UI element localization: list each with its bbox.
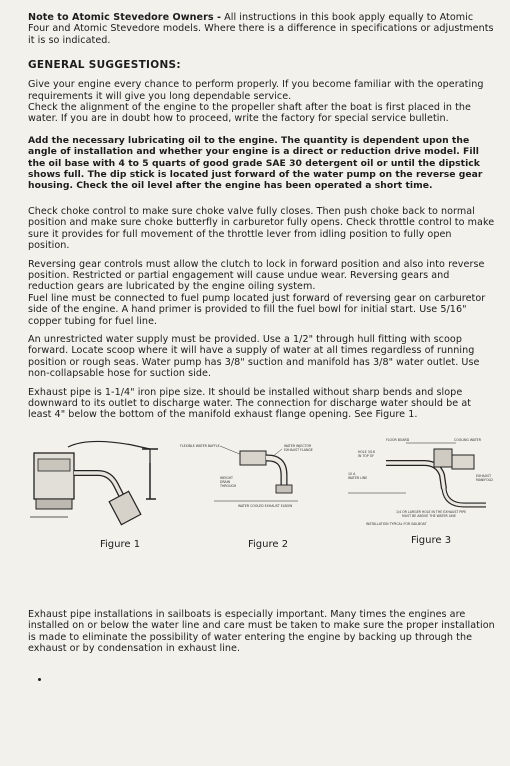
paragraph-lubrication: Add the necessary lubricating oil to the engine. The quantity is dependent upon the angle of installation and whether your engine is a direct or reduction drive model. Fill the oil base with 4 to 5 quarts of good grade SAE 30 detergent oil or until the dipstick shows full. The dip stick is located just forward of the water pump on the reverse gear housing. Check the oil level after the engine has been operated a short time. bbox=[28, 134, 483, 192]
svg-text:FLEXIBLE WATER BAFFLE: FLEXIBLE WATER BAFFLE bbox=[180, 443, 220, 448]
owners-note-lead: Note to Atomic Stevedore Owners - bbox=[28, 12, 222, 23]
svg-text:MUST BE ABOVE THE WATER LINE: MUST BE ABOVE THE WATER LINE bbox=[402, 513, 456, 518]
svg-text:FLOOR BOARD: FLOOR BOARD bbox=[386, 437, 410, 442]
owners-note bbox=[28, 12, 496, 46]
paragraph-alignment: Check the alignment of the engine to the propeller shaft after the boat is first placed in the water. If you are in doubt how to proceed, write the factory for special service bulletin. bbox=[28, 102, 471, 125]
figure-1-illustration bbox=[28, 439, 168, 527]
paragraph-sailboat-exhaust: Exhaust pipe installations in sailboats is especially important. Many times the engines are installed on or below the water line and care must be taken to make sure the proper installation is made to eliminate the possibility of water entering the engine by backing up through the exhaust or by condensation in exhaust line. bbox=[28, 608, 495, 654]
paragraph-fuel: Fuel line must be connected to fuel pump located just forward of reversing gear on carburetor side of the engine. A hand primer is provided to fill the fuel bowl for initial start. Use 5/16" copper tubing for fuel line. bbox=[28, 292, 486, 327]
section-heading: GENERAL SUGGESTIONS: bbox=[28, 59, 181, 72]
owners-note-text: All instructions in this book apply equally to Atomic Four and Atomic Stevedore models. Where there is a difference in specifications or adjustments it is so indicated. bbox=[28, 12, 494, 46]
svg-text:MANIFOLD: MANIFOLD bbox=[476, 477, 493, 482]
paragraph-reversing: Reversing gear controls must allow the clutch to lock in forward position and also into reverse position. Restricted or partial engagement will cause undue wear. Reversing gears and reduction gears are lubricated by the engine oiling system. bbox=[28, 258, 485, 293]
figures-row bbox=[28, 431, 496, 561]
figure-1-caption: Figure 1 bbox=[100, 538, 141, 550]
svg-text:INSTALLATION TYPICAL FOR SAILB: INSTALLATION TYPICAL FOR SAILBOAT bbox=[366, 521, 427, 526]
figure-2-illustration bbox=[180, 441, 330, 511]
figure-3-illustration bbox=[346, 435, 506, 527]
svg-text:1/4 OR LARGER HOLE IN THE EXHA: 1/4 OR LARGER HOLE IN THE EXHAUST PIPE bbox=[396, 509, 467, 514]
paragraph-choke: Check choke control to make sure choke valve fully closes. Then push choke back to normal position and make sure choke butterfly in carburetor fully opens. Check throttle control to make sure it provides for full movement of the throttle lever from idling position to fully open position. bbox=[28, 205, 495, 252]
paragraph-operating: Give your engine every chance to perform properly. If you become familiar with the operating requirements it will give you long dependable service. bbox=[28, 79, 484, 102]
paragraph-water: An unrestricted water supply must be provided. Use a 1/2" through hull fitting with scoop forward. Locate scoop where it will have a supply of water at all times regardless of running position or rough seas. Water pump has 3/8" suction and manifold has 3/8" water outlet. Use non-collapsable hose for suction side. bbox=[28, 333, 480, 380]
svg-text:WATER LINE: WATER LINE bbox=[348, 475, 368, 480]
svg-text:WATER COOLED EXHAUST ELBOW: WATER COOLED EXHAUST ELBOW bbox=[238, 503, 293, 508]
svg-text:EXHAUST FLANGE: EXHAUST FLANGE bbox=[284, 447, 313, 452]
svg-text:WATER INJECTOR: WATER INJECTOR bbox=[284, 443, 312, 448]
svg-text:DRAIN: DRAIN bbox=[220, 479, 231, 484]
svg-text:IN TOP OF: IN TOP OF bbox=[358, 453, 375, 458]
figure-3-caption: Figure 3 bbox=[411, 534, 452, 546]
svg-text:10 A: 10 A bbox=[348, 471, 356, 476]
print-speck bbox=[38, 678, 41, 681]
svg-text:EXHAUST: EXHAUST bbox=[476, 473, 492, 478]
paragraph-exhaust: Exhaust pipe is 1-1/4" iron pipe size. It should be installed without sharp bends and slope downward to its outlet to discharge water. The connection for discharge water should be at least 4" below the bottom of the manifold exhaust flange opening. See Figure 1. bbox=[28, 386, 472, 421]
svg-text:COOLING WATER: COOLING WATER bbox=[454, 437, 481, 442]
figure-2-caption: Figure 2 bbox=[248, 538, 289, 550]
svg-text:HOLE 3/16: HOLE 3/16 bbox=[358, 449, 375, 454]
svg-text:THROUGH: THROUGH bbox=[220, 483, 237, 488]
svg-text:WEIGHT: WEIGHT bbox=[220, 475, 233, 480]
